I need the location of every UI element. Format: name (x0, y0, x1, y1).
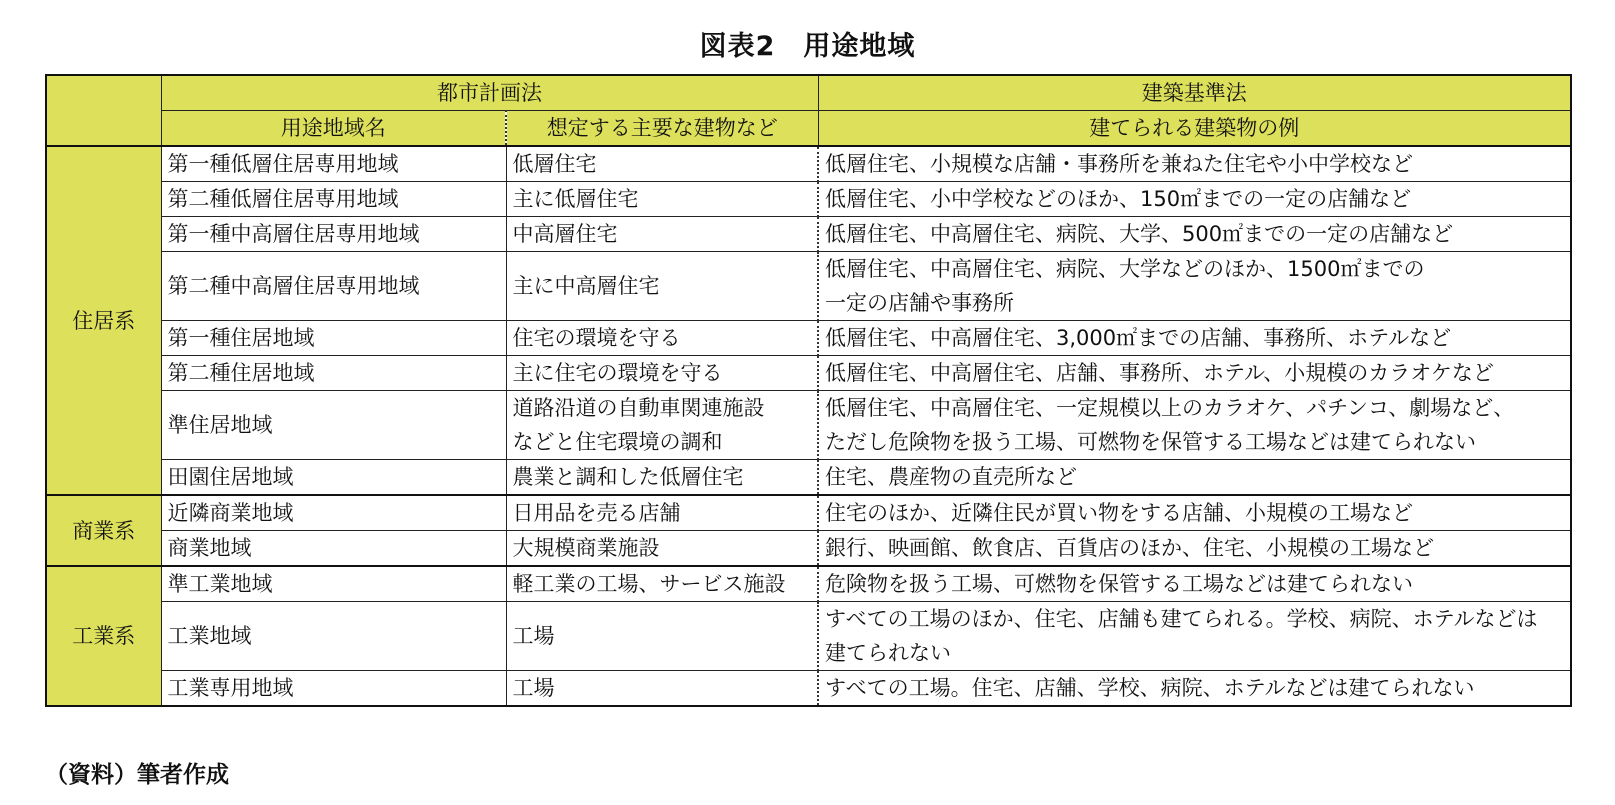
zone-building-examples: すべての工場。住宅、店舗、学校、病院、ホテルなどは建てられない (818, 671, 1571, 707)
table-row (46, 146, 1571, 182)
zone-main-buildings: 主に住宅の環境を守る (506, 356, 818, 391)
category-commercial: 商業系 (46, 495, 161, 566)
category-residential: 住居系 (46, 146, 161, 495)
zone-main-buildings: 中高層住宅 (506, 217, 818, 252)
zone-name: 近隣商業地域 (161, 495, 506, 531)
source-note: （資料）筆者作成 (45, 762, 229, 788)
header-city-planning-law: 都市計画法 (161, 75, 818, 111)
zone-main-buildings: 大規模商業施設 (506, 531, 818, 567)
table-row (46, 671, 1571, 707)
zone-building-examples: 低層住宅、中高層住宅、一定規模以上のカラオケ、パチンコ、劇場など、 ただし危険物を扱う工場、可燃物を保管する工場などは建てられない (818, 391, 1571, 460)
zone-main-buildings: 住宅の環境を守る (506, 321, 818, 356)
zone-main-buildings: 主に中高層住宅 (506, 252, 818, 321)
zone-building-examples: 低層住宅、中高層住宅、病院、大学、500㎡までの一定の店舗など (818, 217, 1571, 252)
zone-building-examples: すべての工場のほか、住宅、店舗も建てられる。学校、病院、ホテルなどは 建てられない (818, 602, 1571, 671)
figure-title: 図表2 用途地域 (699, 31, 916, 62)
zone-name: 第一種低層住居専用地域 (161, 146, 506, 182)
zone-name: 田園住居地域 (161, 460, 506, 496)
table-row (46, 531, 1571, 567)
header-row-columns (46, 111, 1571, 147)
zone-name: 工業専用地域 (161, 671, 506, 707)
table-row (46, 252, 1571, 321)
table-row (46, 391, 1571, 460)
zone-name: 第二種中高層住居専用地域 (161, 252, 506, 321)
category-industrial: 工業系 (46, 566, 161, 706)
zone-name: 準住居地域 (161, 391, 506, 460)
zone-main-buildings: 主に低層住宅 (506, 182, 818, 217)
zone-main-buildings: 農業と調和した低層住宅 (506, 460, 818, 496)
table-row (46, 217, 1571, 252)
zone-name: 第一種中高層住居専用地域 (161, 217, 506, 252)
zone-main-buildings: 軽工業の工場、サービス施設 (506, 566, 818, 602)
zone-main-buildings: 低層住宅 (506, 146, 818, 182)
zone-building-examples: 低層住宅、中高層住宅、病院、大学などのほか、1500㎡までの 一定の店舗や事務所 (818, 252, 1571, 321)
header-building-examples: 建てられる建築物の例 (818, 111, 1571, 147)
zone-building-examples: 低層住宅、中高層住宅、店舗、事務所、ホテル、小規模のカラオケなど (818, 356, 1571, 391)
zone-main-buildings: 工場 (506, 602, 818, 671)
zone-building-examples: 住宅のほか、近隣住民が買い物をする店舗、小規模の工場など (818, 495, 1571, 531)
zone-main-buildings: 工場 (506, 671, 818, 707)
zone-name: 準工業地域 (161, 566, 506, 602)
zone-building-examples: 低層住宅、小規模な店舗・事務所を兼ねた住宅や小中学校など (818, 146, 1571, 182)
header-zone-name: 用途地域名 (161, 111, 506, 147)
table-row (46, 321, 1571, 356)
zone-building-examples: 低層住宅、中高層住宅、3,000㎡までの店舗、事務所、ホテルなど (818, 321, 1571, 356)
header-main-buildings: 想定する主要な建物など (506, 111, 818, 147)
zone-name: 第一種住居地域 (161, 321, 506, 356)
header-corner-cell (46, 75, 161, 146)
zone-name: 商業地域 (161, 531, 506, 567)
header-building-standards-law: 建築基準法 (818, 75, 1571, 111)
zone-building-examples: 危険物を扱う工場、可燃物を保管する工場などは建てられない (818, 566, 1571, 602)
zone-name: 工業地域 (161, 602, 506, 671)
zoning-table (45, 74, 1572, 707)
table-row (46, 182, 1571, 217)
table-row (46, 495, 1571, 531)
table-row (46, 356, 1571, 391)
table-row (46, 566, 1571, 602)
zone-building-examples: 低層住宅、小中学校などのほか、150㎡までの一定の店舗など (818, 182, 1571, 217)
zone-main-buildings: 日用品を売る店舗 (506, 495, 818, 531)
table-row (46, 602, 1571, 671)
zone-name: 第二種住居地域 (161, 356, 506, 391)
table-row (46, 460, 1571, 496)
zone-main-buildings: 道路沿道の自動車関連施設 などと住宅環境の調和 (506, 391, 818, 460)
zone-building-examples: 住宅、農産物の直売所など (818, 460, 1571, 496)
zone-name: 第二種低層住居専用地域 (161, 182, 506, 217)
zone-building-examples: 銀行、映画館、飲食店、百貨店のほか、住宅、小規模の工場など (818, 531, 1571, 567)
header-row-laws (46, 75, 1571, 111)
